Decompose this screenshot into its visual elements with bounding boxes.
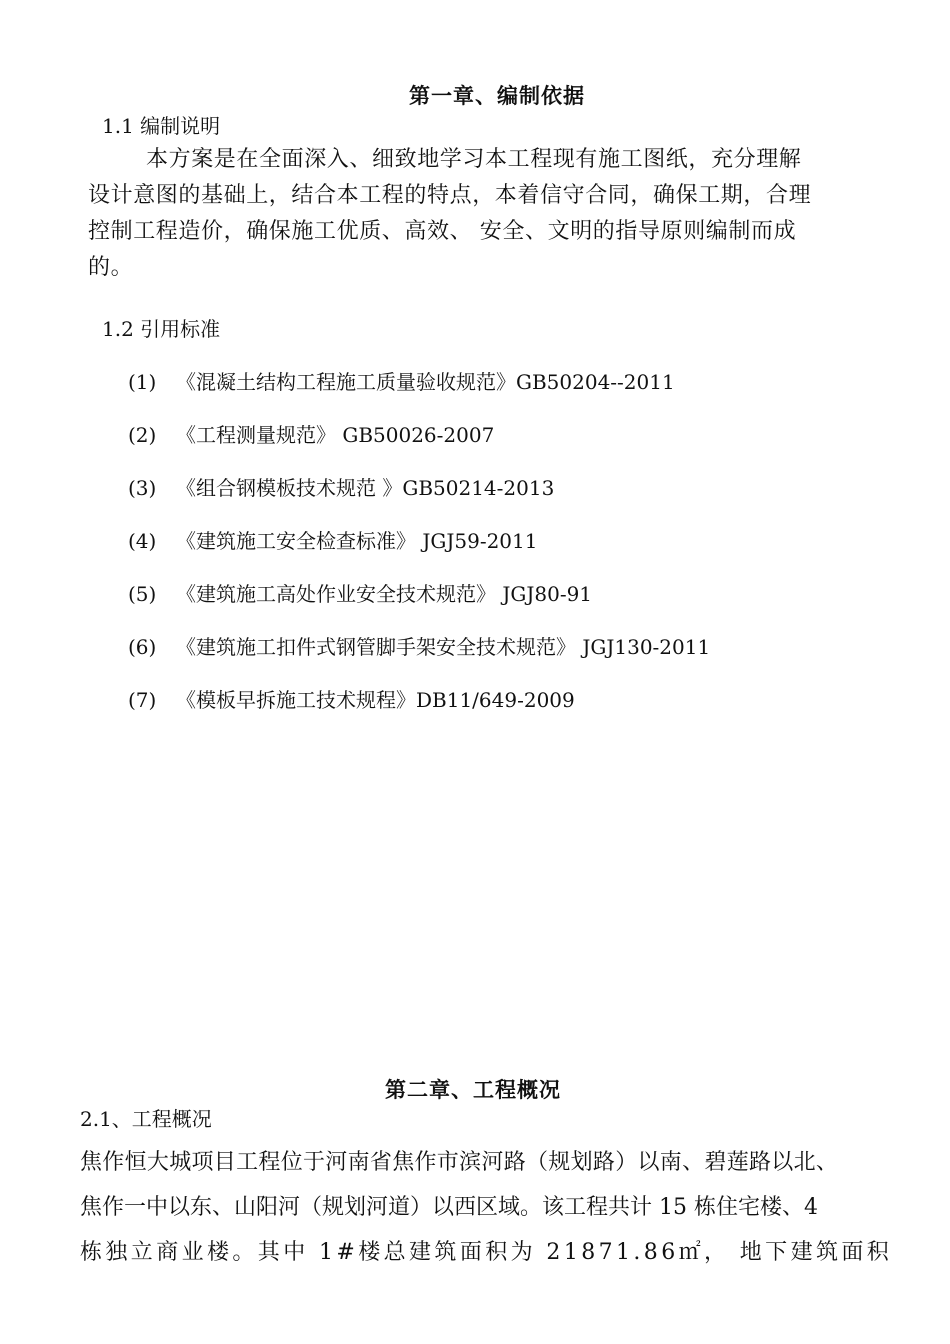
reference-text: 《建筑施工高处作业安全技术规范》 JGJ80-91 bbox=[176, 582, 593, 606]
reference-text: 《组合钢模板技术规范 》GB50214-2013 bbox=[176, 476, 555, 500]
paragraph-line: 本方案是在全面深入、细致地学习本工程现有施工图纸，充分理解 bbox=[146, 147, 802, 172]
section-1-1-title: 1.1 编制说明 bbox=[102, 114, 221, 138]
reference-number: (1) bbox=[128, 370, 157, 394]
reference-item bbox=[128, 684, 575, 713]
reference-text: 《建筑施工安全检查标准》 JGJ59-2011 bbox=[176, 529, 538, 553]
paragraph-line: 的。 bbox=[88, 255, 134, 280]
reference-item bbox=[128, 525, 537, 554]
reference-number: (4) bbox=[128, 529, 157, 553]
reference-item bbox=[128, 578, 592, 607]
reference-text: 《建筑施工扣件式钢管脚手架安全技术规范》 JGJ130-2011 bbox=[176, 635, 711, 659]
reference-number: (2) bbox=[128, 423, 157, 447]
reference-text: 《工程测量规范》 GB50026-2007 bbox=[176, 423, 495, 447]
reference-number: (5) bbox=[128, 582, 157, 606]
project-overview-paragraph bbox=[80, 1140, 892, 1275]
paragraph-line: 焦作恒大城项目工程位于河南省焦作市滨河路（规划路）以南、碧莲路以北、 bbox=[80, 1150, 839, 1175]
paragraph-line: 控制工程造价，确保施工优质、高效、 安全、文明的指导原则编制而成 bbox=[88, 219, 797, 244]
reference-item bbox=[128, 472, 554, 501]
reference-number: (3) bbox=[128, 476, 157, 500]
chapter2-title: 第二章、工程概况 bbox=[385, 1078, 561, 1102]
reference-text: 《模板早拆施工技术规程》DB11/649-2009 bbox=[176, 688, 575, 712]
reference-item bbox=[128, 419, 494, 448]
chapter1-title: 第一章、编制依据 bbox=[409, 84, 585, 108]
reference-number: (7) bbox=[128, 688, 157, 712]
reference-item bbox=[128, 631, 710, 660]
paragraph-line: 栋独立商业楼。其中 1#楼总建筑面积为 21871.86㎡， 地下建筑面积 bbox=[80, 1240, 893, 1265]
section-1-2-title: 1.2 引用标准 bbox=[102, 317, 221, 341]
paragraph-line: 设计意图的基础上，结合本工程的特点，本着信守合同，确保工期，合理 bbox=[88, 183, 812, 208]
section-1-1-paragraph bbox=[88, 142, 811, 286]
reference-text: 《混凝土结构工程施工质量验收规范》GB50204--2011 bbox=[176, 370, 675, 394]
reference-item bbox=[128, 366, 675, 395]
paragraph-line: 焦作一中以东、山阳河（规划河道）以西区域。该工程共计 15 栋住宅楼、4 bbox=[80, 1195, 818, 1220]
reference-number: (6) bbox=[128, 635, 157, 659]
section-2-1-title: 2.1、工程概况 bbox=[80, 1107, 212, 1131]
